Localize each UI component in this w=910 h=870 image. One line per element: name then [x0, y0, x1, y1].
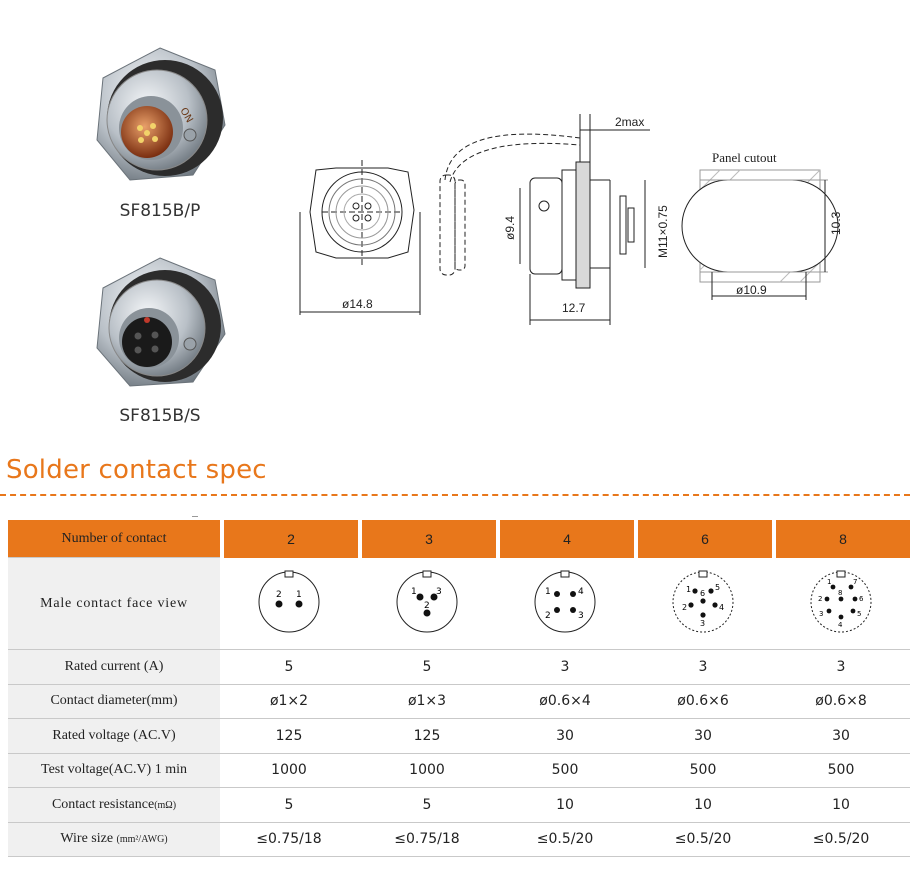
- table-cell: ≤0.5/20: [634, 823, 772, 858]
- svg-text:6: 6: [700, 588, 706, 598]
- table-cell: 125: [220, 719, 358, 754]
- svg-text:6: 6: [859, 594, 864, 603]
- header-cell: 2: [220, 520, 358, 558]
- header-cell: 3: [358, 520, 496, 558]
- table-cell: 5: [220, 650, 358, 685]
- contact-face-6: [668, 567, 738, 637]
- row-label: [8, 788, 220, 823]
- section-title: Solder contact spec: [6, 455, 267, 485]
- table-header-row: [8, 520, 910, 558]
- table-cell: 5: [220, 788, 358, 823]
- face-view-cell: [772, 558, 910, 650]
- table-cell: 3: [772, 650, 910, 685]
- svg-text:2: 2: [545, 610, 551, 621]
- table-cell: 10: [634, 788, 772, 823]
- panel-cutout-view: [682, 170, 838, 300]
- svg-text:5: 5: [857, 609, 862, 618]
- table-row: [8, 650, 910, 685]
- svg-text:2: 2: [818, 594, 823, 603]
- product-label: SF815B/S: [119, 406, 201, 426]
- spec-table: [8, 520, 910, 857]
- svg-text:1: 1: [827, 577, 832, 586]
- row-label: Rated current (A): [8, 650, 220, 685]
- svg-text:1: 1: [296, 589, 302, 600]
- section-divider: [0, 494, 910, 496]
- svg-text:3: 3: [700, 618, 706, 628]
- cutout-diameter-label: ø10.9: [736, 283, 767, 297]
- svg-text:3: 3: [578, 610, 584, 621]
- female-connector-photo: [85, 252, 235, 400]
- front-diameter-label: ø14.8: [342, 297, 373, 311]
- svg-text:4: 4: [578, 586, 584, 597]
- svg-text:4: 4: [838, 620, 843, 629]
- row-label: Rated voltage (AC.V): [8, 719, 220, 754]
- header-cell: 6: [634, 520, 772, 558]
- row-label: [8, 823, 220, 858]
- svg-text:1: 1: [411, 586, 417, 597]
- divider-mark: [192, 516, 198, 517]
- table-cell: ø0.6×6: [634, 685, 772, 720]
- svg-text:2: 2: [424, 600, 430, 611]
- table-cell: 10: [496, 788, 634, 823]
- table-cell: ø1×2: [220, 685, 358, 720]
- header-label: Number of contact: [8, 520, 220, 558]
- table-cell: 500: [496, 754, 634, 789]
- product-label: SF815B/P: [119, 201, 201, 221]
- table-cell: 1000: [358, 754, 496, 789]
- table-cell: 500: [634, 754, 772, 789]
- svg-text:1: 1: [686, 584, 692, 594]
- svg-text:4: 4: [719, 602, 725, 612]
- table-cell: 5: [358, 788, 496, 823]
- table-cell: ø1×3: [358, 685, 496, 720]
- row-label-unit: (mm²/AWG): [116, 834, 168, 846]
- svg-text:3: 3: [819, 609, 824, 618]
- table-cell: ø0.6×4: [496, 685, 634, 720]
- header-cell: 8: [772, 520, 910, 558]
- table-row: [8, 719, 910, 754]
- table-row: [8, 788, 910, 823]
- table-cell: 3: [634, 650, 772, 685]
- table-cell: 3: [496, 650, 634, 685]
- table-cell: 500: [772, 754, 910, 789]
- row-label-text: Wire size: [60, 831, 117, 847]
- table-row: [8, 823, 910, 858]
- header-cell: 4: [496, 520, 634, 558]
- face-view-cell: [634, 558, 772, 650]
- svg-text:5: 5: [715, 582, 721, 592]
- body-diameter-label: ø9.4: [503, 215, 517, 240]
- svg-text:2: 2: [682, 602, 688, 612]
- svg-text:7: 7: [853, 577, 858, 586]
- contact-face-8: [806, 567, 876, 637]
- panel-cutout-title: Panel cutout: [712, 150, 777, 165]
- table-cell: 30: [634, 719, 772, 754]
- table-cell: 30: [496, 719, 634, 754]
- table-cell: 125: [358, 719, 496, 754]
- front-view: [300, 160, 420, 315]
- product-female: [60, 252, 260, 426]
- table-cell: ≤0.75/18: [358, 823, 496, 858]
- face-view-cell: [220, 558, 358, 650]
- table-cell: 1000: [220, 754, 358, 789]
- cutout-flat-label: 10.3: [829, 211, 843, 235]
- table-cell: ≤0.5/20: [772, 823, 910, 858]
- row-label-unit: (mΩ): [154, 799, 177, 811]
- product-male: [60, 40, 260, 221]
- table-row: [8, 558, 910, 650]
- side-view: [440, 114, 650, 325]
- row-label: Test voltage(AC.V) 1 min: [8, 754, 220, 789]
- contact-face-3: [392, 567, 462, 637]
- technical-drawings: [280, 100, 843, 330]
- table-cell: ø0.6×8: [772, 685, 910, 720]
- row-label-text: Contact resistance: [51, 796, 155, 812]
- length-label: 12.7: [562, 301, 586, 315]
- row-label: Male contact face view: [8, 558, 220, 650]
- table-cell: 10: [772, 788, 910, 823]
- contact-face-2: [254, 567, 324, 637]
- table-cell: 30: [772, 719, 910, 754]
- table-row: [8, 685, 910, 720]
- thread-label: M11×0.75: [656, 205, 670, 258]
- svg-text:3: 3: [436, 586, 442, 597]
- table-cell: ≤0.5/20: [496, 823, 634, 858]
- face-view-cell: [358, 558, 496, 650]
- table-cell: ≤0.75/18: [220, 823, 358, 858]
- svg-text:8: 8: [838, 588, 843, 597]
- svg-text:2: 2: [276, 589, 282, 600]
- panel-thickness-label: 2max: [615, 115, 645, 129]
- table-cell: 5: [358, 650, 496, 685]
- svg-text:1: 1: [545, 586, 551, 597]
- face-view-cell: [496, 558, 634, 650]
- svg-text:ON: ON: [177, 106, 195, 125]
- male-connector-photo: [85, 40, 235, 195]
- contact-face-4: [530, 567, 600, 637]
- table-row: [8, 754, 910, 789]
- row-label: Contact diameter(mm): [8, 685, 220, 720]
